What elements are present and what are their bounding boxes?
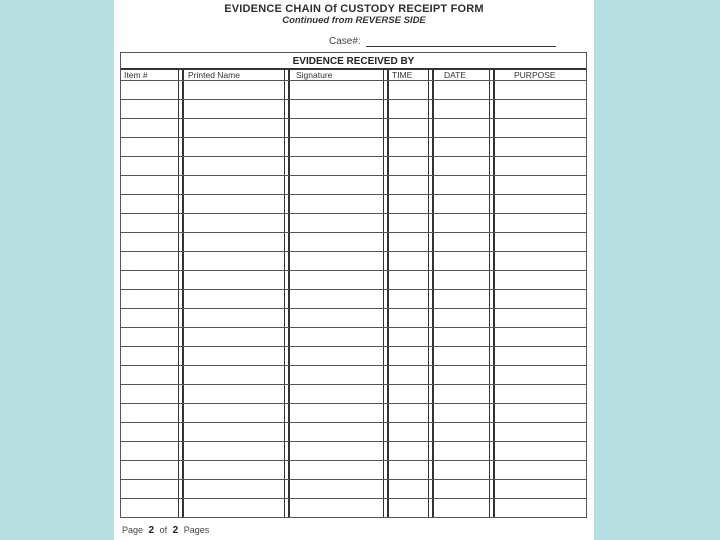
form-page — [114, 0, 594, 540]
table-row[interactable] — [121, 99, 586, 100]
case-number-field[interactable] — [366, 46, 556, 47]
table-row[interactable] — [121, 460, 586, 461]
column-header-signature: Signature — [296, 70, 333, 80]
table-row[interactable] — [121, 403, 586, 404]
table-row[interactable] — [121, 479, 586, 480]
table-row[interactable] — [121, 175, 586, 176]
case-number-label: Case#: — [329, 36, 361, 47]
table-row[interactable] — [121, 213, 586, 214]
table-row[interactable] — [121, 327, 586, 328]
form-subtitle: Continued from REVERSE SIDE — [282, 15, 426, 26]
table-row[interactable] — [121, 270, 586, 271]
table-row[interactable] — [121, 384, 586, 385]
table-row[interactable] — [121, 422, 586, 423]
table-row[interactable] — [121, 137, 586, 138]
table-row[interactable] — [121, 346, 586, 347]
table-row[interactable] — [121, 308, 586, 309]
table-row[interactable] — [121, 498, 586, 499]
total-pages: 2 — [172, 525, 179, 536]
table-row[interactable] — [121, 251, 586, 252]
table-row[interactable] — [121, 194, 586, 195]
column-header-item: Item # — [124, 70, 148, 80]
column-header-purpose: PURPOSE — [514, 70, 556, 80]
table-header — [121, 70, 586, 80]
column-header-date: DATE — [444, 70, 467, 80]
table-row[interactable] — [121, 441, 586, 442]
pages-label: Pages — [183, 525, 210, 535]
table-row[interactable] — [121, 232, 586, 233]
of-label: of — [159, 525, 168, 535]
table-row[interactable] — [121, 118, 586, 119]
column-header-time: TIME — [392, 70, 413, 80]
page-label: Page — [122, 525, 144, 535]
page-number: 2 — [148, 525, 155, 536]
custody-table — [120, 52, 587, 518]
form-title: EVIDENCE CHAIN Of CUSTODY RECEIPT FORM — [224, 3, 484, 15]
table-row[interactable] — [121, 289, 586, 290]
section-title: EVIDENCE RECEIVED BY — [292, 56, 415, 67]
column-header-printed-name: Printed Name — [188, 70, 240, 80]
page-footer — [122, 525, 209, 536]
table-row[interactable] — [121, 156, 586, 157]
header-rule — [121, 80, 586, 81]
table-row[interactable] — [121, 365, 586, 366]
